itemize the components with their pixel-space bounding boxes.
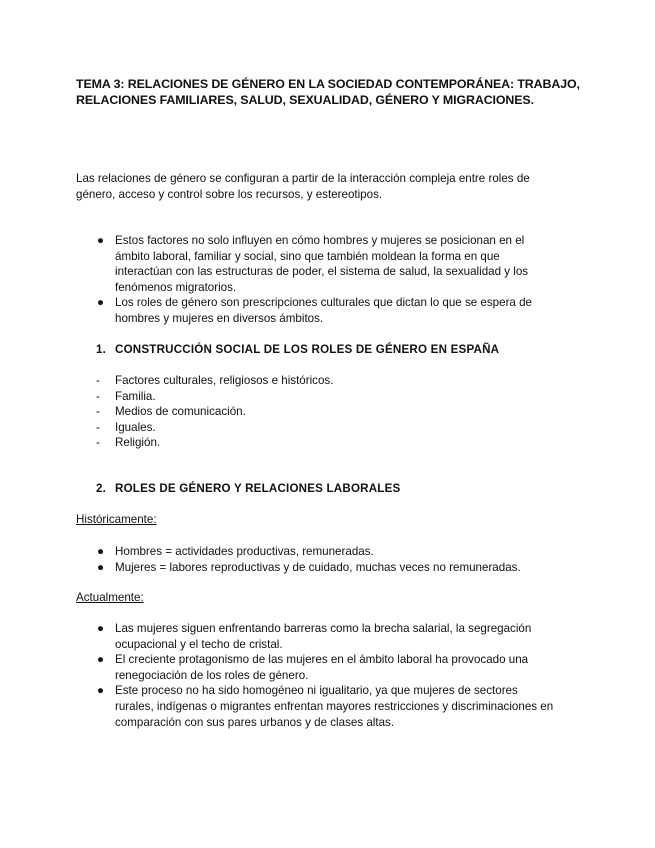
bullet-icon: ●	[97, 234, 105, 247]
bullet-icon: ●	[97, 296, 105, 310]
bullet-icon: ●	[97, 653, 105, 667]
bullet-icon: ●	[97, 545, 105, 558]
list-item	[76, 295, 556, 326]
section-title: ROLES DE GÉNERO Y RELACIONES LABORALES	[115, 482, 401, 495]
list-item	[76, 435, 556, 451]
section-1-list	[76, 373, 556, 451]
dash-icon: -	[96, 436, 100, 449]
historic-bullet-list	[76, 544, 556, 575]
list-item-text: Estos factores no solo influyen en cómo hombres y mujeres se posicionan en el ámbito laboral, familiar y social, sino que también moldean la forma en que interactúan con las estructuras de poder, el sistema de salud, la sexualidad y los fenómenos migratorios.	[115, 234, 529, 294]
section-number: 2.	[96, 482, 107, 495]
bullet-icon: ●	[97, 622, 105, 635]
list-item-text: Las mujeres siguen enfrentando barreras como la brecha salarial, la segregación ocupacional y el techo de cristal.	[115, 622, 532, 651]
section-title: CONSTRUCCIÓN SOCIAL DE LOS ROLES DE GÉNERO EN ESPAÑA	[115, 343, 500, 356]
list-item-text: Factores culturales, religiosos e históricos.	[115, 374, 334, 387]
list-item	[76, 233, 556, 295]
list-item-text: Este proceso no ha sido homogéneo ni igualitario, ya que mujeres de sectores rurales, indígenas o migrantes enfrentan mayores restricciones y discriminaciones en comparación con sus pares urbanos y de clases altas.	[115, 684, 554, 729]
dash-icon: -	[96, 374, 100, 387]
list-item	[76, 544, 556, 560]
list-item-text: El creciente protagonismo de las mujeres en el ámbito laboral ha provocado una renegociación de los roles de género.	[115, 653, 529, 682]
intro-paragraph: Las relaciones de género se configuran a partir de la interacción compleja entre roles de género, acceso y control sobre los recursos, y estereotipos.	[76, 172, 530, 201]
intro-bullet-list	[76, 233, 556, 327]
dash-icon: -	[96, 405, 100, 418]
list-item	[76, 389, 556, 405]
list-item	[76, 404, 556, 420]
list-item-text: Hombres = actividades productivas, remuneradas.	[115, 545, 374, 558]
list-item	[76, 420, 556, 436]
bullet-icon: ●	[97, 560, 105, 574]
current-bullet-list	[76, 621, 556, 730]
document-title: TEMA 3: RELACIONES DE GÉNERO EN LA SOCIEDAD CONTEMPORÁNEA: TRABAJO, RELACIONES FAMILIARES, SALUD, SEXUALIDAD, GÉNERO Y MIGRACIONES.	[76, 77, 580, 107]
section-2-heading	[96, 482, 400, 495]
list-item-text: Los roles de género son prescripciones culturales que dictan lo que se espera de hombres y mujeres en diversos ámbitos.	[115, 296, 532, 325]
section-number: 1.	[96, 343, 107, 356]
historic-subheading: Históricamente:	[76, 513, 157, 526]
list-item	[76, 373, 556, 389]
list-item-text: Iguales.	[115, 420, 156, 434]
list-item-text: Familia.	[115, 389, 156, 403]
list-item	[76, 652, 556, 683]
list-item	[76, 683, 556, 730]
section-1-heading	[96, 343, 499, 356]
list-item-text: Medios de comunicación.	[115, 405, 246, 418]
current-subheading: Actualmente:	[76, 591, 144, 604]
list-item-text: Religión.	[115, 436, 161, 449]
dash-icon: -	[96, 420, 100, 434]
bullet-icon: ●	[97, 684, 105, 698]
list-item-text: Mujeres = labores reproductivas y de cuidado, muchas veces no remuneradas.	[115, 560, 521, 574]
dash-icon: -	[96, 389, 100, 403]
list-item	[76, 560, 556, 576]
list-item	[76, 621, 556, 652]
